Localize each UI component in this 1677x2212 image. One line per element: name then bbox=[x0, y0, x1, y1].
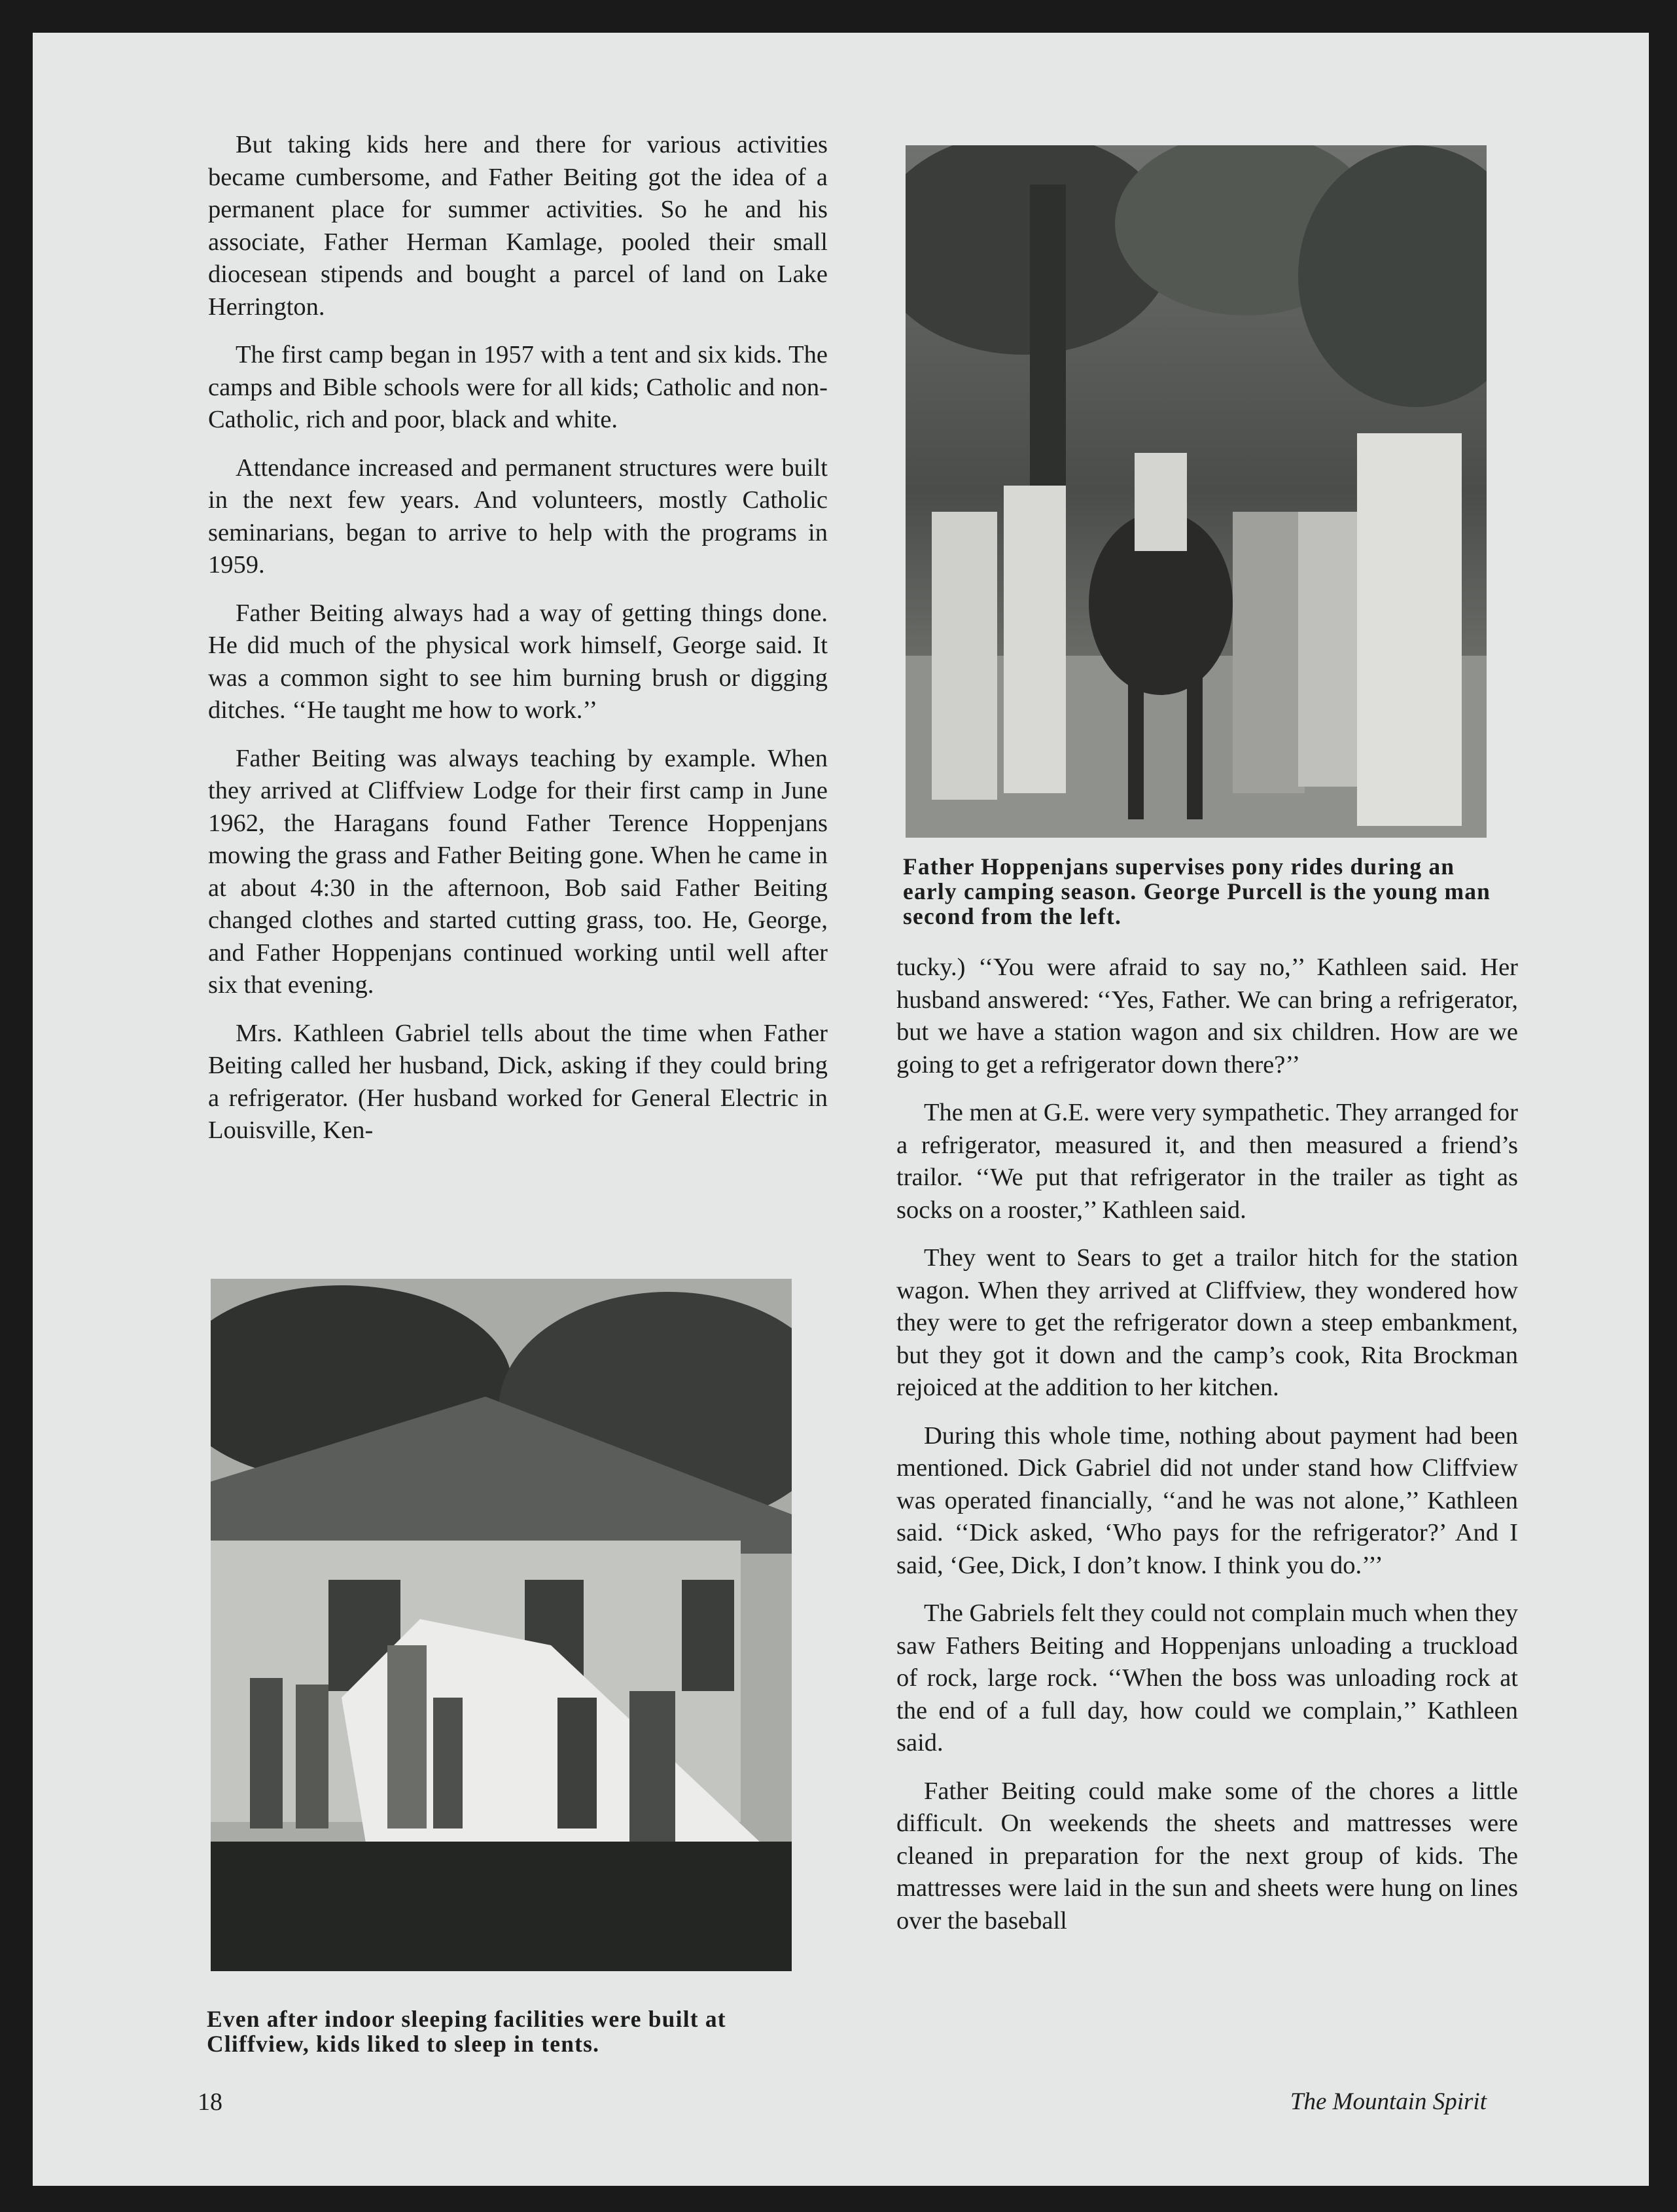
right-text-column bbox=[896, 952, 1518, 1953]
paragraph: Attendance increased and permanent structures were built in the next few years. And volunteers, mostly Catholic seminarians, began to arrive to help with the programs in 1959. bbox=[208, 454, 828, 579]
paragraph: During this whole time, nothing about payment had been mentioned. Dick Gabriel did not under stand how Cliffview was operated financially, ‘‘and he was not alone,’’ Kathleen said. ‘‘Dick asked, ‘Who pays for the refrigerator?’ And I said, ‘Gee, Dick, I don’t know. I think you do.’’’ bbox=[896, 1421, 1518, 1579]
tent-photo-caption: Even after indoor sleeping facilities were built at Cliffview, kids liked to sleep in tents. bbox=[207, 2006, 726, 2057]
pony-photo-caption: Father Hoppenjans supervises pony rides during an early camping season. George Purcell is the young man second from the left. bbox=[903, 853, 1491, 929]
paragraph: Father Beiting always had a way of getting things done. He did much of the physical work himself, George said. It was a common sight to see him burning brush or digging ditches. ‘‘He taught me how to work.’’ bbox=[208, 599, 828, 724]
left-text-column bbox=[208, 129, 828, 1163]
paragraph: The first camp began in 1957 with a tent and six kids. The camps and Bible schools were for all kids; Catholic and non-Catholic, rich and poor, black and white. bbox=[208, 341, 828, 433]
paragraph: Mrs. Kathleen Gabriel tells about the time when Father Beiting called her husband, Dick, asking if they could bring a refrigerator. (Her husband worked for General Electric in Louisville, Ken- bbox=[208, 1019, 828, 1144]
publication-title: The Mountain Spirit bbox=[1290, 2088, 1487, 2115]
paragraph: tucky.) ‘‘You were afraid to say no,’’ Kathleen said. Her husband answered: ‘‘Yes, Father. We can bring a refrigerator, but we have a station wagon and six children. How are we going to get a refrigerator down there?’’ bbox=[896, 954, 1518, 1079]
paragraph: Father Beiting could make some of the chores a little difficult. On weekends the sheets and mattresses were cleaned in preparation for the next group of kids. The mattresses were laid in the sun and sheets were hung on lines over the baseball bbox=[896, 1777, 1518, 1935]
paragraph: The Gabriels felt they could not complain much when they saw Fathers Beiting and Hoppenjans unloading a truckload of rock, large rock. ‘‘When the boss was unloading rock at the end of a full day, how could we complain,’’ Kathleen said. bbox=[896, 1599, 1518, 1757]
paragraph: They went to Sears to get a trailor hitch for the station wagon. When they arrived at Cliffview, they wondered how they were to get the refrigerator down a steep embankment, but they got it down and the camp’s cook, Rita Brockman rejoiced at the addition to her kitchen. bbox=[896, 1244, 1518, 1401]
paragraph: But taking kids here and there for various activities became cumbersome, and Father Beiting got the idea of a permanent place for summer activities. So he and his associate, Father Herman Kamlage, pooled their small diocesean stipends and bought a parcel of land on Lake Herrington. bbox=[208, 131, 828, 321]
paragraph: The men at G.E. were very sympathetic. They arranged for a refrigerator, measured it, and then measured a friend’s trailor. ‘‘We put that refrigerator in the trailer as tight as socks on a rooster,’’ Kathleen said. bbox=[896, 1099, 1518, 1224]
magazine-page bbox=[33, 33, 1649, 2186]
page-number: 18 bbox=[198, 2088, 222, 2116]
tent-photo bbox=[211, 1279, 792, 1971]
pony-ride-photo bbox=[906, 145, 1487, 838]
paragraph: Father Beiting was always teaching by example. When they arrived at Cliffview Lodge for their first camp in June 1962, the Haragans found Father Terence Hoppenjans mowing the grass and Father Beiting gone. When he came in at about 4:30 in the afternoon, Bob said Father Beiting changed clothes and started cutting grass, too. He, George, and Father Hoppenjans continued working until well after six that evening. bbox=[208, 744, 828, 999]
